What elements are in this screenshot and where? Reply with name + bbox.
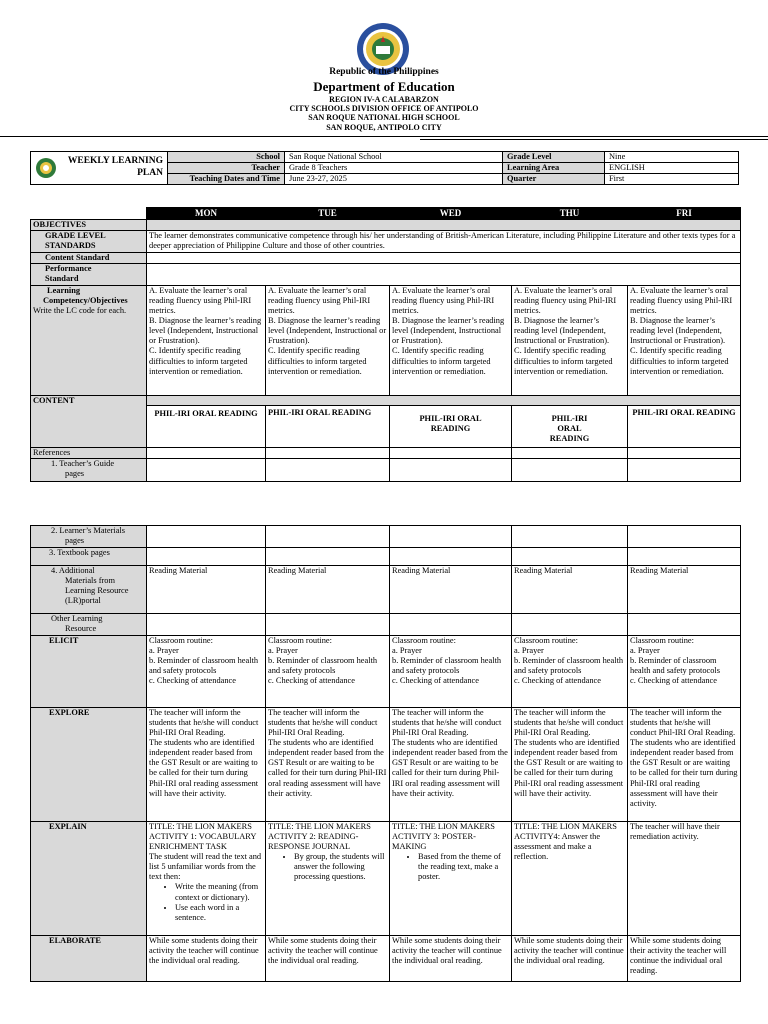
explore-label: EXPLORE [31, 708, 147, 822]
explain-tue-bullet-1: • By group, the students will answer the following processing questions. [294, 852, 387, 882]
additional-label-1: 4. Additional [51, 566, 95, 575]
content-label: CONTENT [31, 395, 147, 447]
plan-title-cell [31, 152, 168, 185]
textbook-label: 3. Textbook pages [31, 548, 147, 566]
day-header-wed: WED [390, 208, 512, 220]
grade-standards-text: The learner demonstrates communicative competence through his/ her understanding of British-American Literature, including Philippine Literature and other texts types for a deeper appreciation of Philippine Culture and those of other countries. [147, 230, 741, 252]
competency-tue [266, 285, 390, 395]
references-thu [512, 447, 628, 458]
learners-materials-thu [512, 526, 628, 548]
header-rule [0, 136, 768, 137]
elicit-fri-l3: b. Reminder of classroom health and safety protocols [630, 656, 721, 676]
learners-materials-fri [628, 526, 741, 548]
content-standard-value [147, 252, 741, 263]
elicit-wed-l4: c. Checking of attendance [392, 676, 479, 686]
explore-tue-l1: The teacher will inform the students that he/she will conduct Phil-IRI Oral Reading. [268, 708, 378, 738]
explain-tue-activity: ACTIVITY 2: READING-RESPONSE JOURNAL [268, 832, 359, 852]
elicit-label: ELICIT [31, 636, 147, 708]
textbook-thu [512, 548, 628, 566]
learning-label-2: Competency/Objectives [43, 296, 128, 306]
additional-fri: Reading Material [628, 566, 741, 614]
explore-mon-l2: The students who are identified independent reader based from the GST Result or are waiting to be called for their turn during Phil-IRI oral reading assessment will have their activity. [149, 738, 259, 798]
explore-wed-l1: The teacher will inform the students that he/she will conduct Phil-IRI Oral Reading. [392, 708, 502, 738]
day-header-fri: FRI [628, 208, 741, 220]
competency-tue-c: C. Identify specific reading difficulties to inform targeted intervention or remediation. [268, 346, 367, 376]
day-header-tue: TUE [266, 208, 390, 220]
references-mon [147, 447, 266, 458]
additional-label-2: Materials from [65, 576, 116, 586]
school-label: School [168, 152, 285, 163]
elicit-tue-l2: a. Prayer [268, 646, 298, 656]
explain-tue [266, 822, 390, 936]
teachers-guide-label-1: 1. Teacher’s Guide [51, 459, 115, 469]
elicit-fri-l1: Classroom routine: [630, 636, 694, 645]
explore-thu-l2: The students who are identified independent reader based from the GST Result or are waiting to be called for their turn during Phil-IRI oral reading assessment will have their activity. [514, 738, 624, 798]
competency-wed [390, 285, 512, 395]
learners-materials-mon [147, 526, 266, 548]
elicit-thu-l2: a. Prayer [514, 646, 544, 656]
elicit-tue-l3: b. Reminder of classroom health and safety protocols [268, 656, 378, 676]
content-tue: PHIL-IRI ORAL READING [266, 405, 390, 447]
learners-materials-label-2: pages [65, 536, 85, 546]
additional-label-3: Learning Resource [65, 586, 129, 596]
teachers-guide-wed [390, 459, 512, 482]
quarter-label: Quarter [503, 174, 605, 185]
explain-wed-list [392, 852, 509, 882]
learning-competency-label [31, 285, 147, 395]
explain-thu-title: TITLE: THE LION MAKERS [514, 822, 617, 831]
learners-materials-label-1: 2. Learner’s Materials [51, 526, 126, 535]
teachers-guide-mon [147, 459, 266, 482]
explain-wed-title: TITLE: THE LION MAKERS [392, 822, 495, 831]
additional-tue: Reading Material [266, 566, 390, 614]
explain-mon-bullet-2: • Use each word in a sentence. [175, 903, 263, 923]
elicit-mon [147, 636, 266, 708]
grade-standards-label-2: STANDARDS [45, 240, 96, 250]
competency-fri-c: C. Identify specific reading difficulties to inform targeted intervention or remediation. [630, 346, 729, 376]
learners-materials-label [31, 526, 147, 548]
other-resource-label [31, 614, 147, 636]
other-resource-label-1: Other Learning [51, 614, 103, 623]
grade-level-value: Nine [605, 152, 739, 163]
grade-standards-label [31, 230, 147, 252]
plan-info-table [30, 151, 739, 185]
weekly-plan-table-part-1 [30, 207, 741, 482]
header-division: CITY SCHOOLS DIVISION OFFICE OF ANTIPOLO [289, 104, 479, 114]
textbook-fri [628, 548, 741, 566]
explain-mon-desc: The student will read the text and list 5 unfamiliar words from the text then: [149, 852, 262, 882]
competency-thu-a: A. Evaluate the learner’s oral reading fluency using Phil-IRI metrics. [514, 285, 617, 316]
elicit-thu-l1: Classroom routine: [514, 636, 578, 645]
textbook-mon [147, 548, 266, 566]
elicit-mon-l1: Classroom routine: [149, 636, 213, 645]
explore-tue [266, 708, 390, 822]
references-fri [628, 447, 741, 458]
textbook-wed [390, 548, 512, 566]
teachers-guide-fri [628, 459, 741, 482]
elicit-thu [512, 636, 628, 708]
grade-level-label: Grade Level [503, 152, 605, 163]
header-rule-secondary [420, 139, 768, 140]
explain-thu-activity: ACTIVITY4: Answer the assessment and make a reflection. [514, 832, 601, 862]
day-header-mon: MON [147, 208, 266, 220]
teachers-guide-label-2: pages [65, 469, 85, 479]
objectives-label: OBJECTIVES [31, 219, 147, 230]
learners-materials-tue [266, 526, 390, 548]
header-school: SAN ROQUE NATIONAL HIGH SCHOOL [308, 113, 460, 123]
other-resource-fri [628, 614, 741, 636]
explore-fri [628, 708, 741, 822]
teaching-dates-value: June 23-27, 2025 [285, 174, 503, 185]
day-header-thu: THU [512, 208, 628, 220]
additional-mon: Reading Material [147, 566, 266, 614]
elicit-fri-l2: a. Prayer [630, 646, 660, 656]
content-mon: PHIL-IRI ORAL READING [147, 405, 266, 447]
additional-wed: Reading Material [390, 566, 512, 614]
competency-mon-c: C. Identify specific reading difficulties to inform targeted intervention or remediation. [149, 346, 248, 376]
competency-wed-b: B. Diagnose the learner’s reading level (Independent, Instructional or Frustration). [392, 316, 505, 346]
teachers-guide-thu [512, 459, 628, 482]
performance-label-2: Standard [45, 273, 79, 283]
explain-mon-title: TITLE: THE LION MAKERS [149, 822, 252, 831]
elicit-mon-l3: b. Reminder of classroom health and safety protocols [149, 656, 259, 676]
competency-mon-b: B. Diagnose the learner’s reading level (Independent, Instructional or Frustration). [149, 316, 262, 346]
additional-thu: Reading Material [512, 566, 628, 614]
explain-wed-activity: ACTIVITY 3: POSTER-MAKING [392, 832, 476, 852]
grade-standards-label-1: GRADE LEVEL [45, 230, 106, 240]
elicit-wed-l1: Classroom routine: [392, 636, 456, 645]
elaborate-mon: While some students doing their activity the teacher will continue the individual oral reading. [147, 936, 266, 982]
elicit-tue-l4: c. Checking of attendance [268, 676, 355, 686]
explain-thu [512, 822, 628, 936]
explain-tue-title: TITLE: THE LION MAKERS [268, 822, 371, 831]
competency-wed-a: A. Evaluate the learner’s oral reading fluency using Phil-IRI metrics. [392, 285, 495, 316]
explain-tue-list [268, 852, 387, 882]
competency-tue-a: A. Evaluate the learner’s oral reading fluency using Phil-IRI metrics. [268, 285, 371, 316]
competency-fri-b: B. Diagnose the learner’s reading level (Independent, Instructional or Frustration). [630, 316, 726, 346]
elicit-tue-l1: Classroom routine: [268, 636, 332, 645]
competency-thu-c: C. Identify specific reading difficulties to inform targeted intervention or remediation. [514, 346, 613, 376]
explain-label: EXPLAIN [31, 822, 147, 936]
header-republic: Republic of the Philippines [329, 67, 439, 77]
explore-tue-l2: The students who are identified independent reader based from the GST Result or are waiting to be called for their turn during Phil-IRI oral reading assessment will have their activity. [268, 738, 387, 798]
teachers-guide-label [31, 459, 147, 482]
competency-mon-a: A. Evaluate the learner’s oral reading fluency using Phil-IRI metrics. [149, 285, 252, 316]
explore-wed-l2: The students who are identified independent reader based from the GST Result or are waiting to be called for their turn during Phil-IRI oral reading assessment will have their activity. [392, 738, 508, 798]
content-standard-label: Content Standard [31, 252, 147, 263]
elicit-fri [628, 636, 741, 708]
plan-title-line-1: WEEKLY LEARNING [67, 156, 163, 167]
elicit-mon-l4: c. Checking of attendance [149, 676, 236, 686]
content-fri: PHIL-IRI ORAL READING [628, 405, 741, 447]
header-office-block [0, 95, 768, 132]
additional-materials-label [31, 566, 147, 614]
explain-mon [147, 822, 266, 936]
objectives-band [147, 219, 741, 230]
learning-label-1: Learning [47, 285, 81, 295]
references-tue [266, 447, 390, 458]
elicit-wed-l3: b. Reminder of classroom health and safety protocols [392, 656, 502, 676]
elicit-wed [390, 636, 512, 708]
explore-wed [390, 708, 512, 822]
explore-fri-l2: The students who are identified independent reader based from the GST Result or are waiting to be called for their turn during Phil-IRI oral reading assessment will have their activity. [630, 738, 738, 808]
header-department: Department of Education [313, 79, 455, 94]
content-wed: PHIL-IRI ORAL READING [390, 405, 512, 447]
competency-fri [628, 285, 741, 395]
explore-mon-l1: The teacher will inform the students that he/she will conduct Phil-IRI Oral Reading. [149, 708, 259, 738]
textbook-tue [266, 548, 390, 566]
explore-fri-l1: The teacher will inform the students that he/she will conduct Phil-IRI Oral Reading. [630, 708, 736, 738]
competency-mon [147, 285, 266, 395]
other-resource-mon [147, 614, 266, 636]
explain-mon-activity: ACTIVITY 1: VOCABULARY ENRICHMENT TASK [149, 832, 257, 852]
explore-mon [147, 708, 266, 822]
performance-label-1: Performance [45, 263, 92, 273]
explain-wed [390, 822, 512, 936]
teacher-value: Grade 8 Teachers [285, 163, 503, 174]
header-address: SAN ROQUE, ANTIPOLO CITY [326, 122, 442, 132]
competency-thu-b: B. Diagnose the learner’s reading level (Independent, Instructional or Frustration). [514, 316, 610, 346]
elaborate-wed: While some students doing their activity the teacher will continue the individual oral reading. [390, 936, 512, 982]
header-region: REGION IV-A CALABARZON [329, 95, 439, 104]
school-value: San Roque National School [285, 152, 503, 163]
competency-fri-a: A. Evaluate the learner’s oral reading fluency using Phil-IRI metrics. [630, 285, 733, 316]
elicit-mon-l2: a. Prayer [149, 646, 179, 656]
performance-standard-value [147, 263, 741, 285]
elicit-fri-l4: c. Checking of attendance [630, 676, 717, 686]
deped-small-logo [35, 157, 57, 179]
elicit-thu-l4: c. Checking of attendance [514, 676, 601, 686]
learning-area-value: ENGLISH [605, 163, 739, 174]
references-wed [390, 447, 512, 458]
elaborate-fri: While some students doing their activity the teacher will continue the individual oral reading. [628, 936, 741, 982]
elaborate-label: ELABORATE [31, 936, 147, 982]
references-label: References [31, 447, 147, 458]
explore-thu [512, 708, 628, 822]
competency-wed-c: C. Identify specific reading difficulties to inform targeted intervention or remediation. [392, 346, 491, 376]
other-resource-label-2: Resource [65, 624, 97, 634]
additional-label-4: (LR)portal [65, 596, 101, 606]
elicit-wed-l2: a. Prayer [392, 646, 422, 656]
competency-tue-b: B. Diagnose the learner’s reading level (Independent, Instructional or Frustration). [268, 316, 387, 346]
explain-mon-bullet-1: • Write the meaning (from context or dictionary). [175, 882, 263, 902]
explain-fri: The teacher will have their remediation activity. [628, 822, 741, 936]
header-corner [31, 208, 147, 220]
competency-thu [512, 285, 628, 395]
explain-wed-bullet-1: • Based from the theme of the reading text, make a poster. [418, 852, 509, 882]
weekly-plan-table-part-2 [30, 525, 741, 982]
plan-title-line-2: PLAN [137, 168, 163, 179]
content-band [147, 395, 741, 405]
teacher-label: Teacher [168, 163, 285, 174]
other-resource-tue [266, 614, 390, 636]
learning-label-3: Write the LC code for each. [33, 306, 127, 316]
content-thu: PHIL-IRI ORAL READING [512, 405, 628, 447]
quarter-value: First [605, 174, 739, 185]
performance-standard-label [31, 263, 147, 285]
learners-materials-wed [390, 526, 512, 548]
teachers-guide-tue [266, 459, 390, 482]
other-resource-thu [512, 614, 628, 636]
explore-thu-l1: The teacher will inform the students that he/she will conduct Phil-IRI Oral Reading. [514, 708, 624, 738]
explain-mon-list [149, 882, 263, 922]
elicit-thu-l3: b. Reminder of classroom health and safety protocols [514, 656, 624, 676]
teaching-dates-label: Teaching Dates and Time [168, 174, 285, 185]
elaborate-tue: While some students doing their activity the teacher will continue the individual oral reading. [266, 936, 390, 982]
other-resource-wed [390, 614, 512, 636]
learning-area-label: Learning Area [503, 163, 605, 174]
elicit-tue [266, 636, 390, 708]
elaborate-thu: While some students doing their activity the teacher will continue the individual oral reading. [512, 936, 628, 982]
